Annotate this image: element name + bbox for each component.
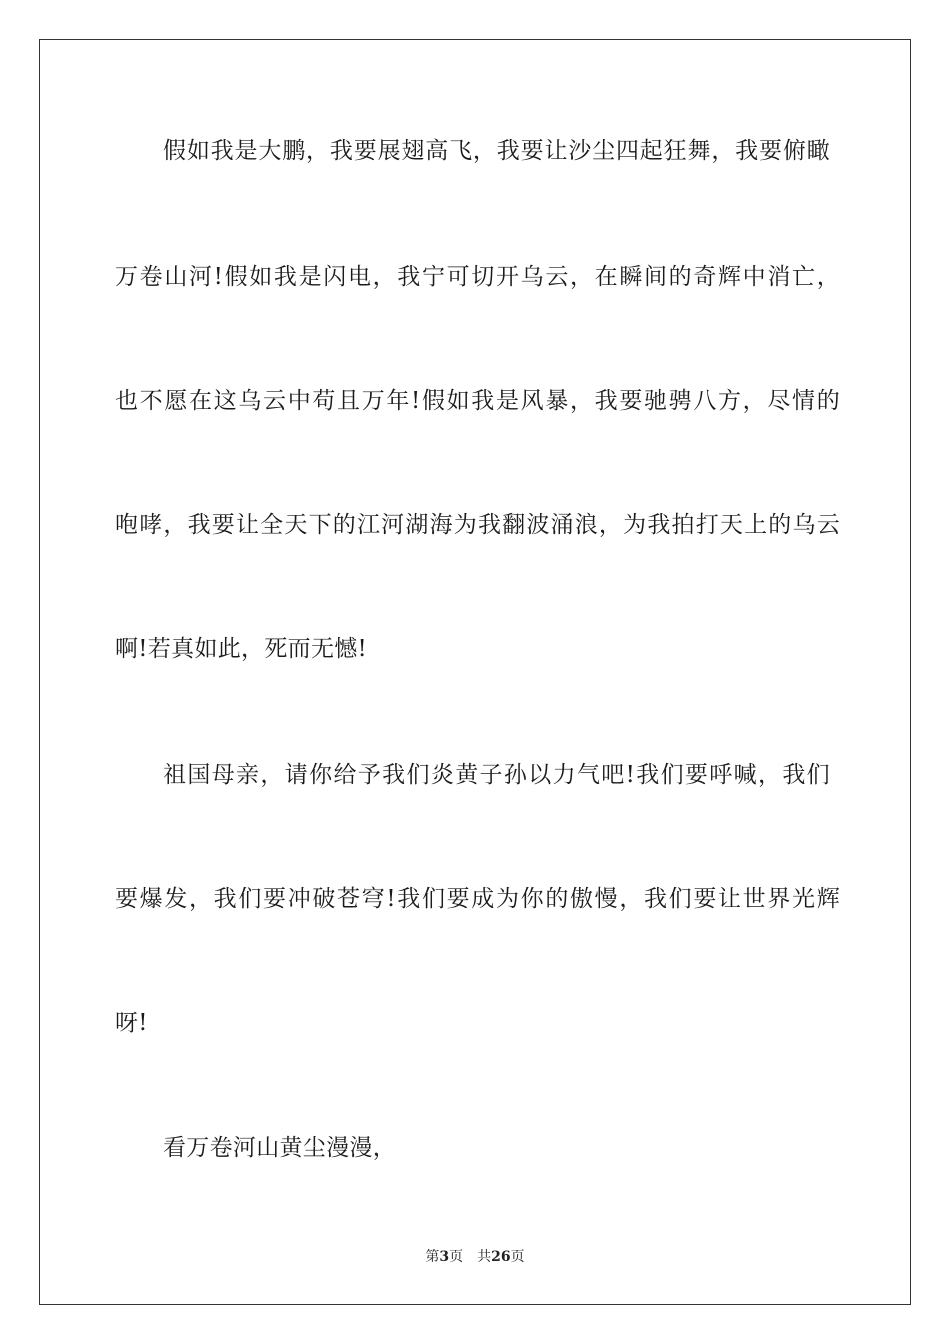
text-line-2: 万卷山河!假如我是闪电，我宁可切开乌云，在瞬间的奇辉中消亡， (115, 264, 840, 290)
total-pages: 26 (491, 1249, 511, 1265)
page-suffix: 页 (449, 1249, 464, 1265)
text-line-3: 也不愿在这乌云中苟且万年!假如我是风暴，我要驰骋八方，尽情的 (115, 388, 840, 414)
total-suffix: 页 (510, 1249, 525, 1265)
text-line-4: 咆哮，我要让全天下的江河湖海为我翻波涌浪，为我拍打天上的乌云 (115, 512, 840, 538)
text-line-9: 看万卷河山黄尘漫漫， (163, 1135, 396, 1161)
text-line-6: 祖国母亲，请你给予我们炎黄子孙以力气吧!我们要呼喊，我们 (163, 762, 830, 788)
text-line-8: 呀! (115, 1010, 148, 1036)
text-line-5: 啊!若真如此，死而无憾! (115, 636, 368, 662)
page-footer (0, 1248, 950, 1266)
text-line-1: 假如我是大鹏，我要展翅高飞，我要让沙尘四起狂舞，我要俯瞰 (163, 138, 830, 164)
total-prefix: 共 (477, 1249, 492, 1265)
page-frame (39, 39, 911, 1305)
page-number: 3 (439, 1249, 450, 1265)
page-prefix: 第 (425, 1249, 440, 1265)
text-line-7: 要爆发，我们要冲破苍穹!我们要成为你的傲慢，我们要让世界光辉 (115, 886, 840, 912)
